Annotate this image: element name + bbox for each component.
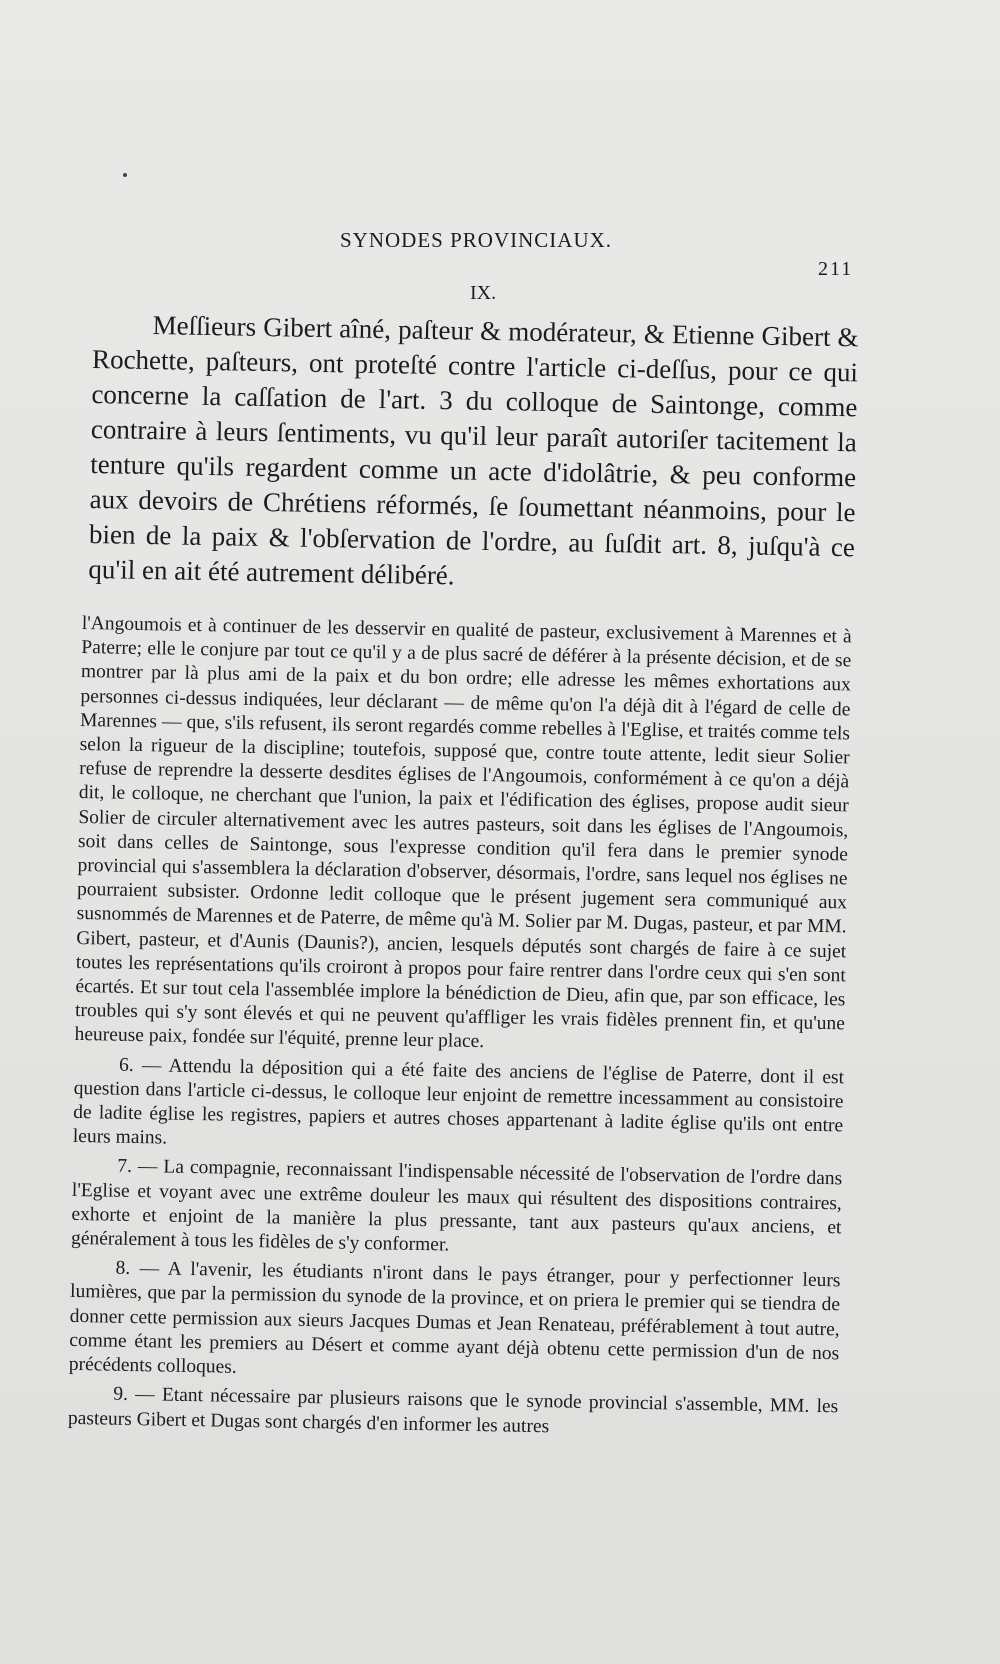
body-text [68,612,852,1444]
continuation-paragraph: l'Angoumois et à continuer de les desservir en qualité de pasteur, exclusivement à Marennes et à Paterre; elle le conjure par tout ce qu'il y a de plus sacré de déférer à la présente décision, et de se montrer par là plus ami de la paix et du bon ordre; elle adresse les mêmes exhortations aux personnes ci-dessus indiquées, leur déclarant — de même qu'on l'a déjà dit à l'égard de celle de Marennes — que, s'ils refusent, ils seront regardés comme rebelles à l'Eglise, et traités comme tels selon la rigueur de la discipline; toutefois, supposé que, contre toute attente, ledit sieur Solier refuse de reprendre la desserte desdites églises de l'Angoumois, conformément à ce qu'on a déjà dit, le colloque, ne cherchant que l'union, la paix et l'édification des églises, propose audit sieur Solier de circuler alternativement avec les autres pasteurs, soit dans les églises de l'Angoumois, soit dans celles de Saintonge, sous l'expresse condition qu'il fera dans le premier synode provincial qui s'assemblera la déclaration d'observer, désormais, l'ordre, sans lequel nos églises ne pourraient subsister. Ordonne ledit colloque que le présent jugement sera communiqué aux susnommés de Marennes et de Paterre, de même qu'à M. Solier par M. Dugas, pasteur, et par MM. Gibert, pasteur, et d'Aunis (Daunis?), ancien, lesquels députés sont chargés de faire à ce sujet toutes les représentations qu'ils croiront à propos pour faire rentrer dans l'ordre ceux qui s'en sont écartés. Et sur tout cela l'assemblée implore la bénédiction de Dieu, afin que, par son efficace, les troubles qui s'y sont élevés et qui ne peuvent qu'affliger les vrais fidèles prennent fin, et qu'une heureuse paix, fondée sur l'équité, prenne leur place. [74,612,852,1053]
protest-paragraph-block [88,307,859,600]
protest-paragraph: Meſſieurs Gibert aîné, paſteur & modérateur, & Etienne Gibert & Rochette, paſteurs, ont proteſté contre l'article ci-deſſus, pour ce qui concerne la caſſation de l'art. 3 du colloque de Saintonge, comme contraire à leurs ſentiments, vu qu'il leur paraît autoriſer tacitement la tenture qu'ils regardent comme un acte d'idolâtrie, & peu conforme aux devoirs de Chrétiens réformés, ſe ſoumettant néanmoins, pour le bien de la paix & l'obſervation de l'ordre, au ſuſdit art. 8, juſqu'à ce qu'il en ait été autrement délibéré. [88,310,859,591]
article-7: 7. — La compagnie, reconnaissant l'indispensable nécessité de l'observation de l'ordre dans l'Eglise et voyant avec une extrême douleur les maux qui résultent des dispositions contraires, exhorte et enjoint de la manière la plus pressante, tant aux pasteurs qu'aux anciens, et généralement à tous les fidèles de s'y conformer. [70,1156,843,1256]
article-8: 8. — A l'avenir, les étudiants n'iront dans le pays étranger, pour y perfectionner leurs lumières, que par la permission du synode de la province, et on priera le premier qui se tiendra de donner cette permission aux sieurs Jacques Dumas et Jean Renateau, préférablement à tout autre, comme étant les premiers au Désert et comme ayant déjà obtenu cette permission d'un de nos précédents colloques. [68,1257,841,1378]
page-header [0,228,1000,280]
section-number: IX. [470,282,497,304]
ink-speck [123,173,127,177]
article-9: 9. — Etant nécessaire par plusieurs raisons que le synode provincial s'assemble, MM. les pasteurs Gibert et Dugas sont chargés d'en informer les autres [67,1383,839,1437]
page-number: 211 [818,258,854,280]
running-title: SYNODES PROVINCIAUX. [340,228,613,252]
article-6: 6. — Attendu la déposition qui a été faite des anciens de l'église de Paterre, dont il est question dans l'article ci-dessus, le colloque leur enjoint de remettre incessamment au consistoire de ladite église les registres, papiers et autres choses appartenant à ladite église qu'ils ont entre leurs mains. [72,1054,845,1149]
